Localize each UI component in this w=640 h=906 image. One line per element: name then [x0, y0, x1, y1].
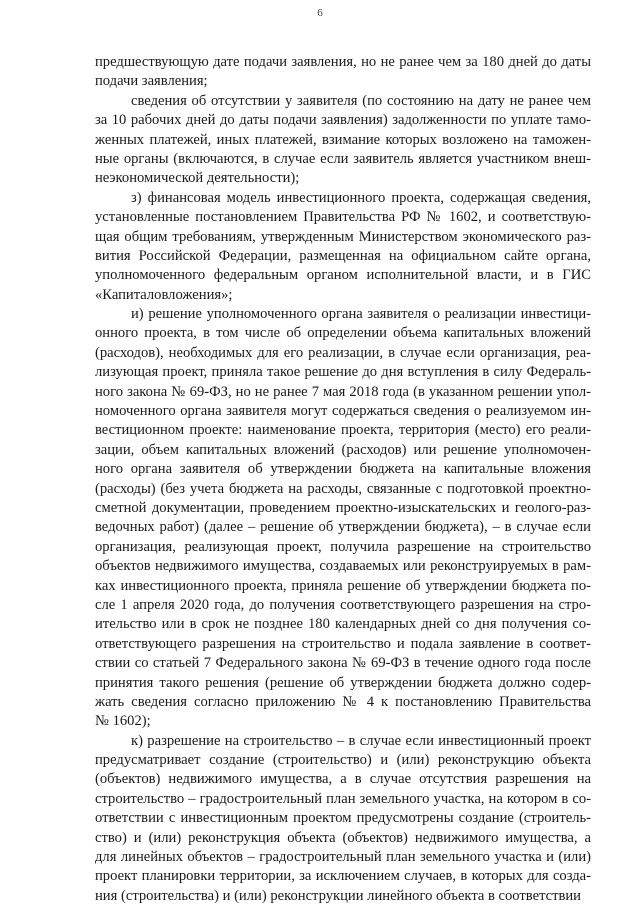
paragraph	[95, 305, 591, 732]
text-line: организация, реализующая проект, получила разрешение на строительство	[95, 538, 591, 555]
text-line: ответствии с инвестиционным проектом предусмотрены создание (строитель-	[95, 810, 591, 827]
text-line: ные органы (включаются, в случае если заявитель является участником внеш-	[95, 150, 591, 167]
document-body	[95, 53, 591, 906]
text-line: номоченного органа заявителя могут содержаться сведения о реализуемом ин-	[95, 403, 591, 420]
text-line: для линейных объектов – градостроительный план земельного участка и (или)	[95, 849, 591, 866]
text-line: ответствующего разрешения на строительство и подала заявление в соответ-	[95, 635, 591, 652]
text-line: «Капиталовложения»;	[95, 286, 233, 303]
text-line: сметной документации, проведением проектно-изыскательских и геолого-раз-	[95, 499, 591, 516]
text-line: жать сведения согласно приложению № 4 к постановлению Правительства	[95, 693, 591, 710]
text-line: ния (строительства) и (или) реконструкции линейного объекта в соответствии	[95, 887, 581, 904]
text-line: ведочных работ) (далее – решение об утверждении бюджета), – в случае если	[95, 519, 591, 536]
text-line: (расходов), необходимых для его реализации, в случае если организация, реа-	[95, 344, 591, 361]
text-line: з) финансовая модель инвестиционного проекта, содержащая сведения,	[131, 189, 591, 206]
text-line: ках инвестиционного проекта, приняла решение об утверждении бюджета по-	[95, 577, 591, 594]
text-line: сле 1 апреля 2020 года, до получения соответствующего разрешения на стро-	[95, 596, 591, 613]
text-line: женных платежей, иных платежей, взимание которых возложено на таможен-	[95, 131, 591, 148]
text-line: ствии со статьей 7 Федерального закона № 69-ФЗ в течение одного года после	[95, 655, 591, 672]
text-line: зации, объем капитальных вложений (расходов) или решение уполномочен-	[95, 441, 591, 458]
text-line: ство) и (или) реконструкция объекта (объектов) недвижимого имущества, а	[95, 829, 591, 846]
text-line: сведения об отсутствии у заявителя (по состоянию на дату не ранее чем	[131, 92, 591, 109]
text-line: предшествующую дате подачи заявления, но не ранее чем за 180 дней до даты	[95, 54, 591, 70]
text-line: установленные постановлением Правительства РФ № 1602, и соответствую-	[95, 209, 591, 226]
text-line: лизующая проект, приняла такое решение до дня вступления в силу Федераль-	[95, 364, 591, 381]
paragraph	[95, 53, 591, 92]
text-line: проект планировки территории, за исключением случаев, в которых для созда-	[95, 868, 591, 885]
text-line: ительство или в срок не позднее 180 календарных дней со дня получения со-	[95, 616, 591, 633]
paragraph	[95, 92, 591, 189]
text-line: вестиционном проекте: наименование проекта, территория (место) его реали-	[95, 422, 591, 439]
text-line: предусматривает создание (строительство) и (или) реконструкцию объекта	[95, 752, 591, 769]
text-line: онного проекта, в том числе об определении объема капитальных вложений	[95, 325, 591, 342]
text-line: строительство – градостроительный план земельного участка, на котором в со-	[95, 790, 591, 807]
text-line: объектов недвижимого имущества, создаваемых или реконструируемых в рам-	[95, 558, 591, 575]
text-line: к) разрешение на строительство – в случае если инвестиционный проект	[131, 732, 591, 749]
text-line: ного закона № 69-ФЗ, но не ранее 7 мая 2018 года (в указанном решении упол-	[95, 383, 591, 400]
paragraph	[95, 189, 591, 305]
text-line: щая общим требованиям, утвержденным Министерством экономического раз-	[95, 228, 591, 245]
text-line: уполномоченного федеральным органом исполнительной власти, и в ГИС	[95, 267, 591, 284]
text-line: за 10 рабочих дней до даты подачи заявления) задолженности по уплате тамо-	[95, 112, 591, 129]
text-line: вития Российской Федерации, размещенная на официальном сайте органа,	[95, 247, 591, 264]
text-line: неэкономической деятельности);	[95, 170, 300, 187]
page-number: 6	[317, 7, 323, 19]
text-line: (расходы) (без учета бюджета на расходы, связанные с подготовкой проектно-	[95, 480, 591, 497]
text-line: № 1602);	[95, 713, 151, 730]
paragraph	[95, 732, 591, 906]
text-line: (объектов) недвижимого имущества, а в случае отсутствия разрешения на	[95, 771, 591, 788]
text-line: ного органа заявителя об утверждении бюджета на капитальные вложения	[95, 461, 591, 478]
text-line: и) решение уполномоченного органа заявителя о реализации инвестици-	[131, 306, 591, 323]
text-line: принятия такого решения (решение об утверждении бюджета должно содер-	[95, 674, 591, 691]
text-line: подачи заявления;	[95, 73, 208, 90]
